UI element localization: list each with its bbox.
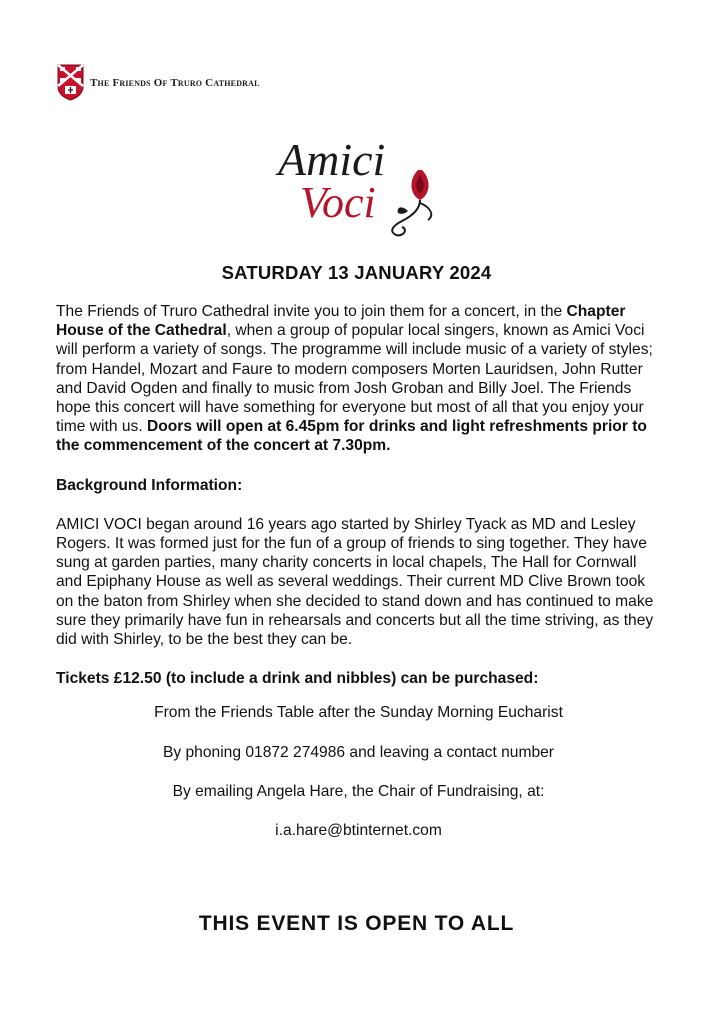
- ticket-option-email: By emailing Angela Hare, the Chair of Fundraising, at:: [172, 782, 545, 800]
- background-paragraph: AMICI VOCI began around 16 years ago started by Shirley Tyack as MD and Lesley Rogers. It was formed just for the fun of a group of friends to sing together. They have sung at garden parties, many charity concerts in local chapels, The Hall for Cornwall and Epiphany House as well as several weddings. Their current MD Clive Brown took on the baton from Shirley when she decided to stand down and has continued to make sure they primarily have fun in rehearsals and concerts but all the time striving, as they did with Shirley, to be the best they can be.: [56, 515, 654, 649]
- tickets-heading: Tickets £12.50 (to include a drink and nibbles) can be purchased:: [56, 670, 539, 688]
- open-to-all-banner: THIS EVENT IS OPEN TO ALL: [198, 912, 515, 935]
- amici-voci-logo: [270, 125, 440, 245]
- org-name: The Friends Of Truro Cathedral: [90, 76, 260, 89]
- intro-paragraph: [56, 302, 661, 456]
- cathedral-crest-icon: [57, 64, 84, 101]
- rose-icon: [392, 170, 431, 235]
- ticket-option-phone: By phoning 01872 274986 and leaving a contact number: [162, 743, 554, 761]
- logo-line-amici: Amici: [278, 134, 386, 185]
- doors-text: Doors will open at 6.45pm for drinks and light refreshments prior to the commencement of the concert at 7.30pm.: [56, 418, 647, 455]
- event-date-heading: SATURDAY 13 JANUARY 2024: [221, 262, 492, 283]
- venue-text: Chapter House of the Cathedral: [56, 303, 626, 340]
- org-header: [57, 64, 260, 101]
- logo-line-voci: Voci: [300, 178, 376, 227]
- intro-text-part2: , when a group of popular local singers, known as Amici Voci will perform a variety of songs. The programme will include music of a variety of styles; from Handel, Mozart and Faure to modern composers Morten Lauridsen, John Rutter and David Ogden and finally to music from Josh Groban and Billy Joel. The Friends hope this concert will have something for everyone but most of all that you enjoy your time with us.: [56, 322, 653, 436]
- main-content: [56, 302, 661, 840]
- background-heading: Background Information:: [56, 476, 243, 494]
- ticket-email-address[interactable]: i.a.hare@btinternet.com: [275, 822, 442, 840]
- intro-text-part1: The Friends of Truro Cathedral invite you to join them for a concert, in the: [56, 303, 567, 320]
- ticket-option-friends-table: From the Friends Table after the Sunday Morning Eucharist: [154, 704, 563, 722]
